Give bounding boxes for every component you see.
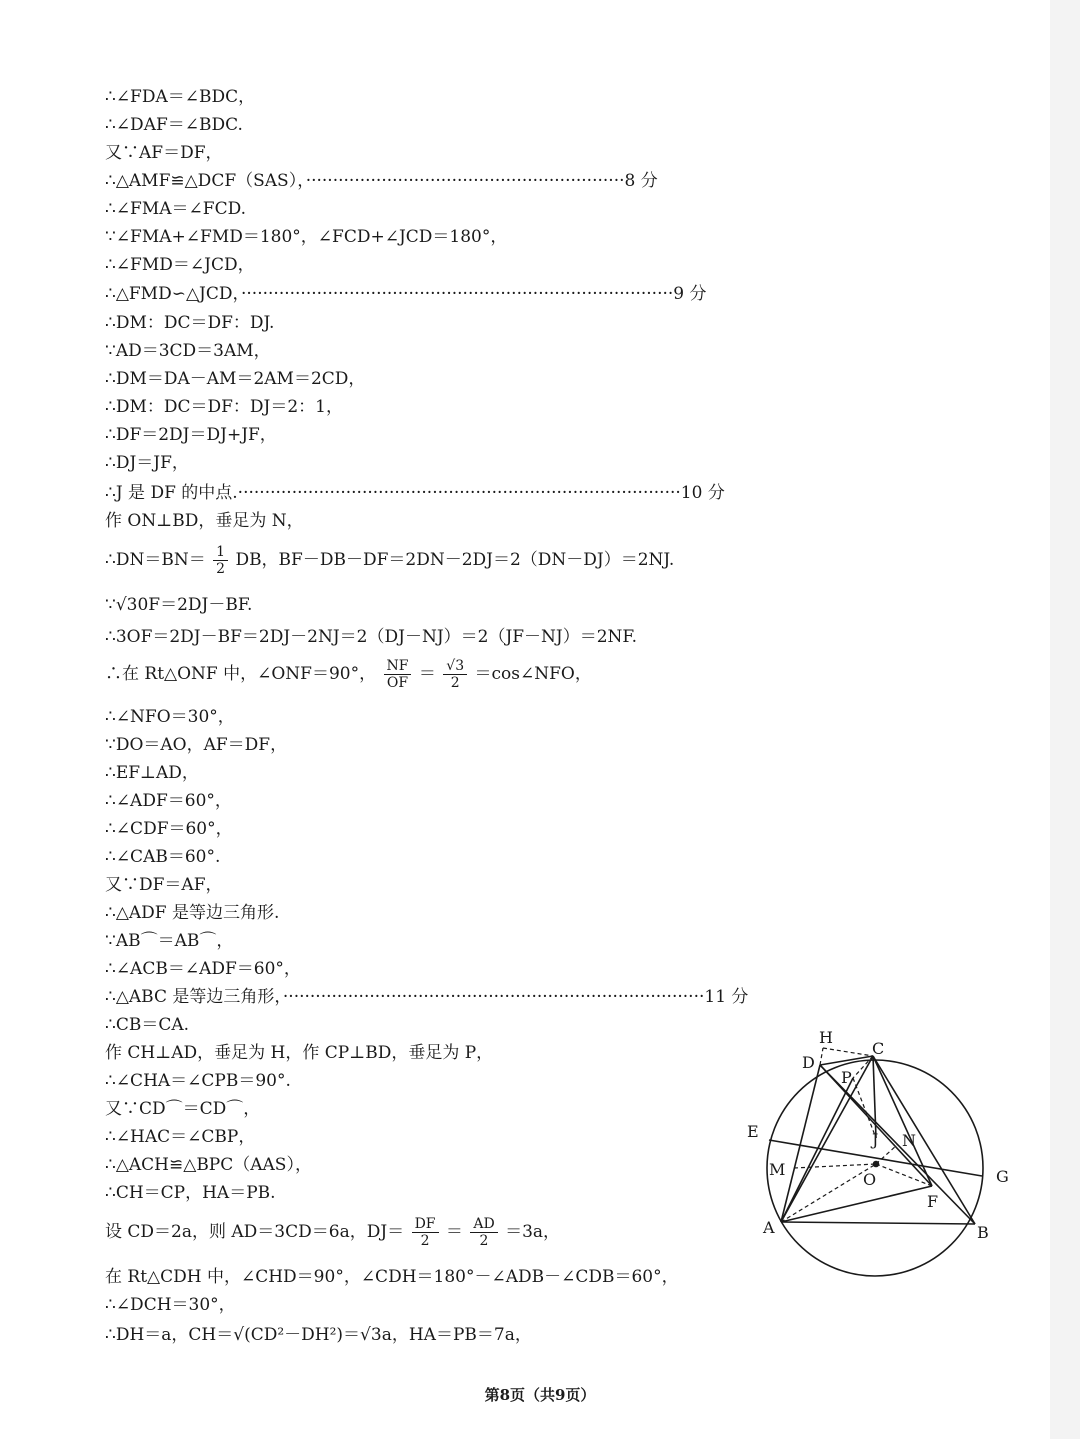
text-line: ∴△FMD∽△JCD，················································································9 分	[105, 284, 707, 304]
label-c: C	[872, 1039, 885, 1058]
segment-bd	[820, 1065, 975, 1224]
segment-ac	[781, 1056, 873, 1222]
label-j: J	[872, 1130, 879, 1149]
text-line: ∴∠NFO＝30°，	[105, 707, 235, 727]
equals-sign: ＝	[445, 1222, 463, 1242]
text-line: ∴∠FMA＝∠FCD.	[105, 199, 247, 219]
label-n: N	[902, 1131, 916, 1150]
fraction-numerator: √3	[443, 658, 467, 675]
text-line: ∴∠FMD＝∠JCD，	[105, 255, 255, 275]
text-line: ∴∠ACB＝∠ADF＝60°，	[105, 959, 301, 979]
text-line: ∴∠ADF＝60°，	[105, 791, 232, 811]
text-line: ∴CH＝CP，HA＝PB.	[105, 1183, 276, 1203]
text-line: ∵∠FMA+∠FMD＝180°，∠FCD+∠JCD＝180°，	[105, 227, 508, 247]
label-e: E	[747, 1122, 759, 1141]
equals-sign: ＝	[418, 664, 436, 684]
geometry-diagram	[740, 1020, 1040, 1290]
text-line: 在 Rt△CDH 中，∠CHD＝90°，∠CDH＝180°－∠ADB－∠CDB＝60°，	[105, 1267, 679, 1287]
fraction-ad-2	[470, 1216, 497, 1249]
fraction-denominator: 2	[420, 1233, 430, 1249]
page-edge-shadow	[1050, 0, 1080, 1439]
text-line: ∴J 是 DF 的中点.··················································································10 分	[105, 483, 725, 503]
fraction-numerator: 1	[213, 544, 228, 561]
segment-ce	[873, 1056, 876, 1138]
text-line: ∵DO＝AO，AF＝DF，	[105, 735, 288, 755]
text-line: ∴△AMF≌△DCF（SAS），···························································8 分	[105, 171, 658, 191]
label-g: G	[996, 1167, 1009, 1186]
text-line: 又∵CD⌒＝CD⌒，	[105, 1099, 261, 1119]
dashed-dh	[820, 1048, 823, 1065]
text-line: ∴3OF＝2DJ－BF＝2DJ－2NJ＝2（DJ－NJ）＝2（JF－NJ）＝2NF.	[105, 627, 637, 647]
text-line: ∵AD＝3CD＝3AM，	[105, 341, 271, 361]
label-o: O	[863, 1170, 877, 1189]
fraction-half	[213, 544, 228, 577]
text-line: ∴∠FDA＝∠BDC，	[105, 87, 256, 107]
text-line: ∴DF＝2DJ＝DJ+JF，	[105, 425, 277, 445]
onf-head: ∴在 Rt△ONF 中，∠ONF＝90°，	[105, 664, 377, 684]
text-line: ∵√30F＝2DJ－BF.	[105, 595, 253, 615]
text-line: ∴△ACH≌△BPC（AAS），	[105, 1155, 312, 1175]
dashed-hc	[823, 1048, 873, 1056]
dn-tail: DB，BF－DB－DF＝2DN－2DJ＝2（DN－DJ）＝2NJ.	[235, 550, 675, 570]
text-line: ∴CB＝CA.	[105, 1015, 190, 1035]
text-line: ∴DM：DC＝DF：DJ.	[105, 313, 275, 333]
text-line: ∵AB⌒＝AB⌒，	[105, 931, 234, 951]
fraction-numerator: NF	[384, 658, 412, 675]
text-line: ∴△ABC 是等边三角形，··············································································11 分	[105, 987, 749, 1007]
text-line: ∴∠CHA＝∠CPB＝90°.	[105, 1071, 291, 1091]
page-footer: 第8页（共9页）	[484, 1386, 596, 1404]
dj-tail: ＝3a，	[505, 1222, 561, 1242]
text-line: ∴EF⊥AD，	[105, 763, 199, 783]
dn-head: ∴DN＝BN＝	[105, 550, 206, 570]
fraction-df-2	[412, 1216, 439, 1249]
segment-bc	[873, 1056, 975, 1224]
label-h: H	[819, 1028, 833, 1047]
text-line: ∴∠CDF＝60°，	[105, 819, 233, 839]
fraction-numerator: DF	[412, 1216, 439, 1233]
text-line: ∴DM＝DA－AM＝2AM＝2CD，	[105, 369, 366, 389]
label-p: P	[841, 1068, 852, 1087]
fraction-denominator: OF	[386, 675, 409, 691]
text-line: ∴∠DCH＝30°，	[105, 1295, 236, 1315]
text-line: ∴∠CAB＝60°.	[105, 847, 221, 867]
text-line: 作 CH⊥AD，垂足为 H，作 CP⊥BD，垂足为 P，	[105, 1043, 494, 1063]
text-line: ∴DJ＝JF，	[105, 453, 189, 473]
label-f: F	[927, 1192, 939, 1211]
text-line: ∴△ADF 是等边三角形.	[105, 903, 280, 923]
text-line: ∴∠DAF＝∠BDC.	[105, 115, 243, 135]
text-line-dn	[105, 544, 674, 577]
text-line: ∴DH＝a，CH＝√(CD²－DH²)＝√3a，HA＝PB＝7a，	[105, 1325, 532, 1345]
cos-text: ＝cos∠NFO，	[474, 664, 592, 684]
text-line: 又∵DF＝AF，	[105, 875, 223, 895]
fraction-denominator: 2	[479, 1233, 489, 1249]
dj-head: 设 CD＝2a，则 AD＝3CD＝6a，DJ＝	[105, 1222, 405, 1242]
fraction-numerator: AD	[470, 1216, 497, 1233]
label-d: D	[802, 1053, 815, 1072]
text-line: ∴DM：DC＝DF：DJ＝2：1，	[105, 397, 343, 417]
label-m: M	[769, 1160, 786, 1179]
text-line-dj	[105, 1216, 560, 1249]
text-line: ∴∠HAC＝∠CBP，	[105, 1127, 256, 1147]
fraction-sqrt3-2	[443, 658, 467, 691]
fraction-nf-of	[384, 658, 412, 691]
label-b: B	[977, 1223, 989, 1242]
text-line-onf	[105, 658, 592, 691]
segment-ab	[781, 1222, 975, 1224]
fraction-denominator: 2	[216, 561, 226, 577]
fraction-denominator: 2	[450, 675, 460, 691]
text-line: 作 ON⊥BD，垂足为 N，	[105, 511, 304, 531]
dashed-pj	[853, 1078, 876, 1138]
dashed-om	[794, 1164, 876, 1168]
center-point	[874, 1162, 879, 1167]
segment-af	[781, 1186, 932, 1222]
text-line: 又∵AF＝DF，	[105, 143, 223, 163]
label-a: A	[763, 1218, 775, 1237]
